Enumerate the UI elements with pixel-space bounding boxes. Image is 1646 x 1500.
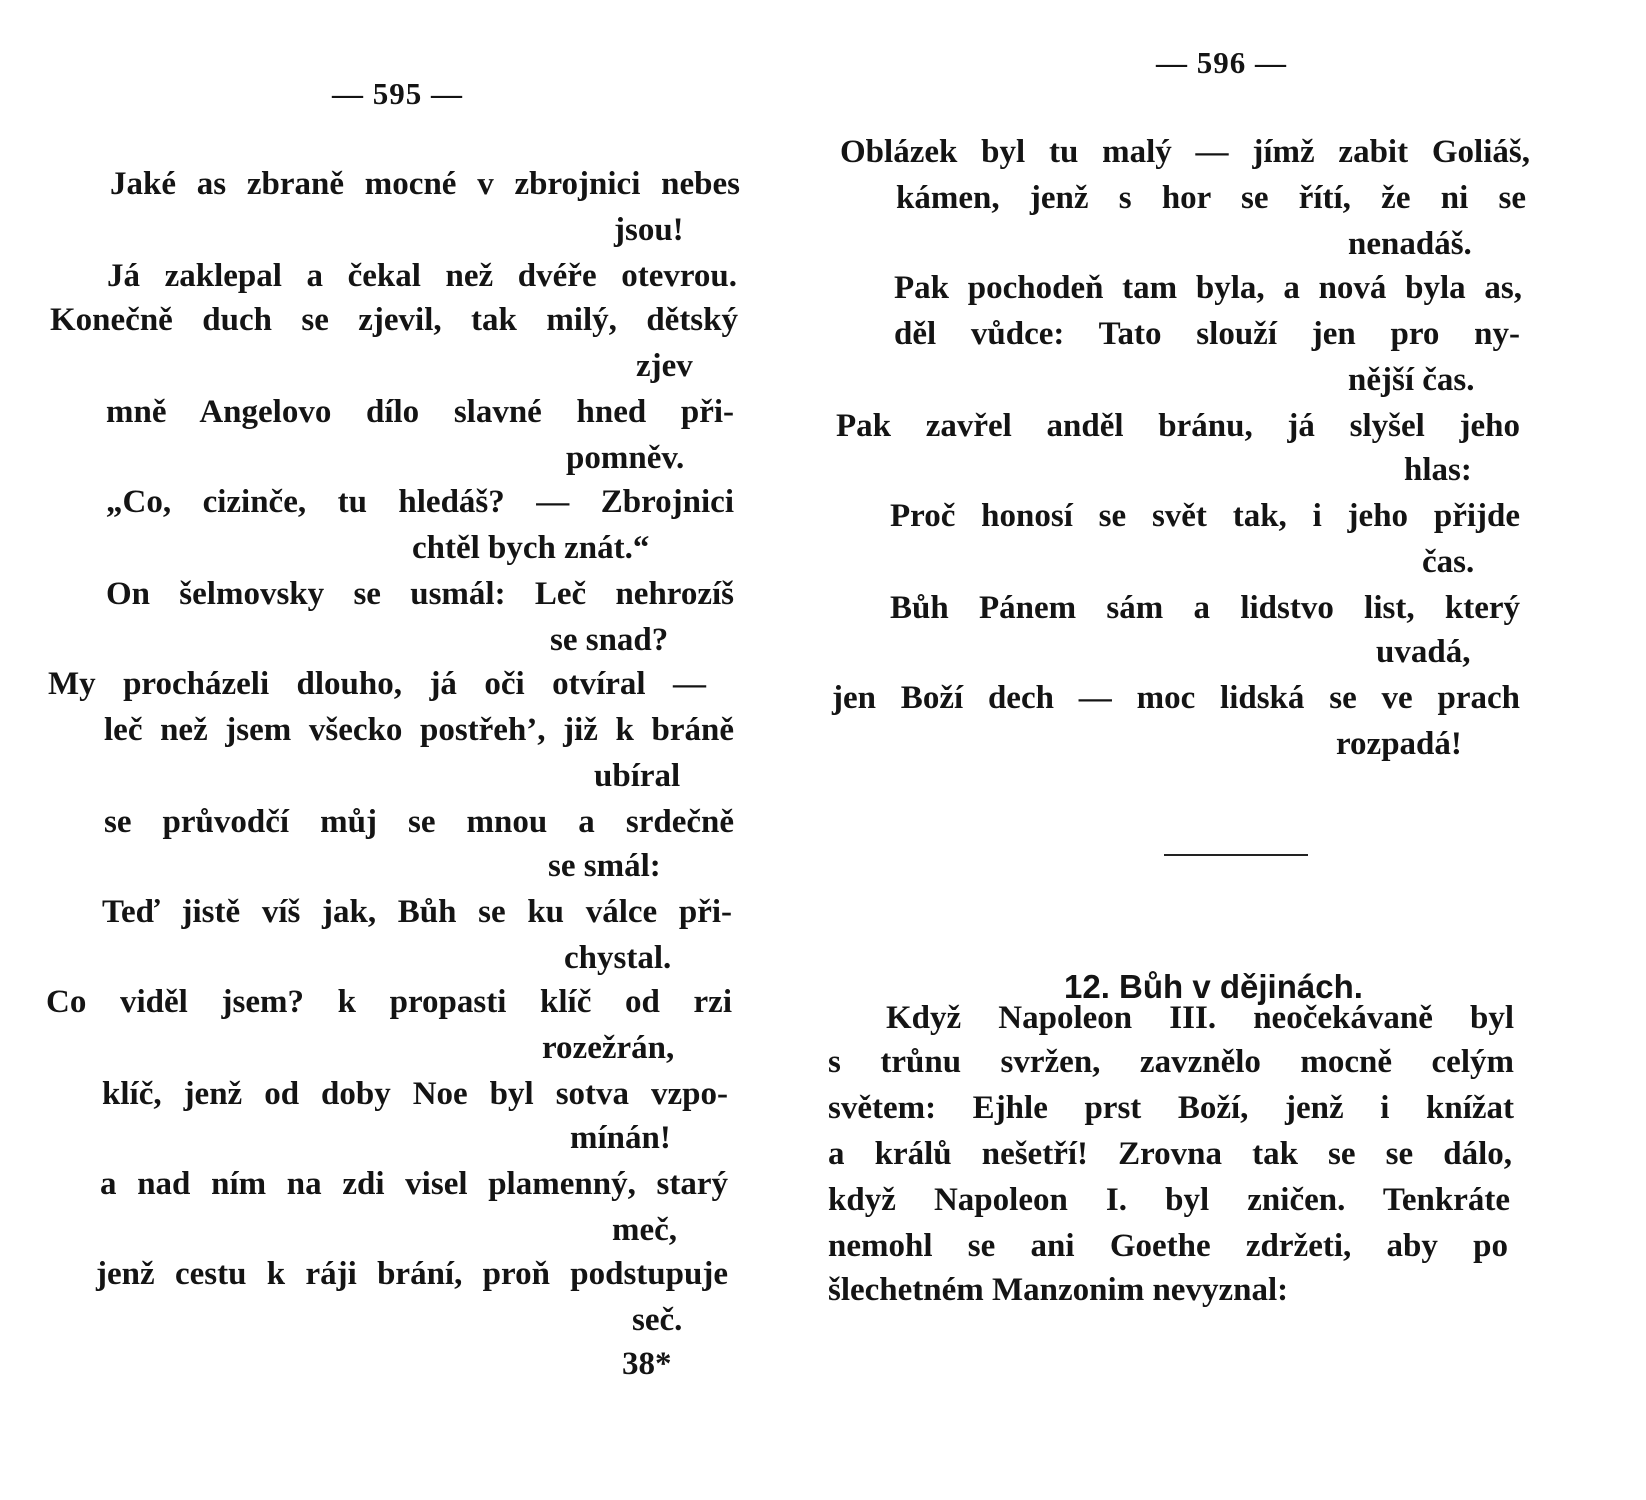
poem-line: a nad ním na zdi visel plamenný, starý	[100, 1166, 728, 1202]
poem-line: Teď jistě víš jak, Bůh se ku válce při-	[102, 894, 732, 930]
poem-line: „Co, cizinče, tu hledáš? — Zbrojnici	[106, 484, 734, 520]
poem-line: kámen, jenž s hor se řítí, že ni se	[896, 180, 1526, 216]
poem-line: jenž cestu k ráji brání, proň podstupuje	[96, 1256, 728, 1292]
poem-line: klíč, jenž od doby Noe byl sotva vzpo-	[102, 1076, 728, 1112]
poem-line: Co viděl jsem? k propasti klíč od rzi	[46, 984, 732, 1020]
poem-line: rozpadá!	[1336, 726, 1462, 762]
poem-line: hlas:	[1404, 452, 1472, 488]
poem-line: mínán!	[570, 1120, 671, 1156]
poem-line: zjev	[636, 348, 693, 384]
poem-line: Oblázek byl tu malý — jímž zabit Goliáš,	[840, 134, 1530, 170]
poem-line: děl vůdce: Tato slouží jen pro ny-	[894, 316, 1520, 352]
poem-line: jen Boží dech — moc lidská se ve prach	[832, 680, 1520, 716]
poem-line: Pak pochodeň tam byla, a nová byla as,	[894, 270, 1522, 306]
poem-line: jsou!	[614, 212, 684, 248]
poem-line: seč.	[632, 1302, 683, 1338]
prose-line: světem: Ejhle prst Boží, jenž i knížat	[828, 1090, 1514, 1126]
poem-line: se smál:	[548, 848, 661, 884]
poem-line: Jaké as zbraně mocné v zbrojnici nebes	[110, 166, 740, 202]
page-number: — 595 —	[332, 76, 463, 111]
prose-line: a králů nešetří! Zrovna tak se se dálo,	[828, 1136, 1512, 1172]
right-page	[828, 0, 1646, 1500]
section-divider	[1164, 854, 1308, 856]
poem-line: meč,	[612, 1212, 678, 1248]
page-number: — 596 —	[1156, 45, 1287, 80]
poem-line: pomněv.	[566, 440, 685, 476]
poem-line: On šelmovsky se usmál: Leč nehrozíš	[106, 576, 734, 612]
poem-line: rozežrán,	[542, 1030, 675, 1066]
prose-line: nemohl se ani Goethe zdržeti, aby po	[828, 1228, 1508, 1264]
poem-line: leč než jsem všecko postřeh’, již k bráně	[104, 712, 734, 748]
poem-line: uvadá,	[1376, 634, 1471, 670]
poem-line: Pak zavřel anděl bránu, já slyšel jeho	[836, 408, 1520, 444]
prose-line: šlechetném Manzonim nevyznal:	[828, 1272, 1289, 1308]
left-page	[0, 0, 810, 1500]
poem-line: Konečně duch se zjevil, tak milý, dětský	[50, 302, 738, 338]
poem-line: Bůh Pánem sám a lidstvo list, který	[890, 590, 1520, 626]
poem-line: chtěl bych znát.“	[412, 530, 650, 566]
poem-line: nenadáš.	[1348, 226, 1472, 262]
prose-line: s trůnu svržen, zavznělo mocně celým	[828, 1044, 1514, 1080]
prose-line: Když Napoleon III. neočekávaně byl	[886, 1000, 1514, 1036]
poem-line: Já zaklepal a čekal než dvéře otevrou.	[107, 258, 737, 294]
prose-line: když Napoleon I. byl zničen. Tenkráte	[828, 1182, 1510, 1218]
poem-line: My procházeli dlouho, já oči otvíral —	[48, 666, 706, 702]
poem-line: nější čas.	[1348, 362, 1475, 398]
poem-line: se snad?	[550, 622, 669, 658]
section-heading: 12. Bůh v dějinách.	[1064, 968, 1363, 1005]
poem-line: mně Angelovo dílo slavné hned při-	[106, 394, 734, 430]
poem-line: se průvodčí můj se mnou a srdečně	[104, 804, 734, 840]
poem-line: ubíral	[594, 758, 681, 794]
poem-line: Proč honosí se svět tak, i jeho přijde	[890, 498, 1520, 534]
signature-mark: 38*	[622, 1346, 672, 1382]
poem-line: čas.	[1422, 544, 1475, 580]
poem-line: chystal.	[564, 940, 672, 976]
